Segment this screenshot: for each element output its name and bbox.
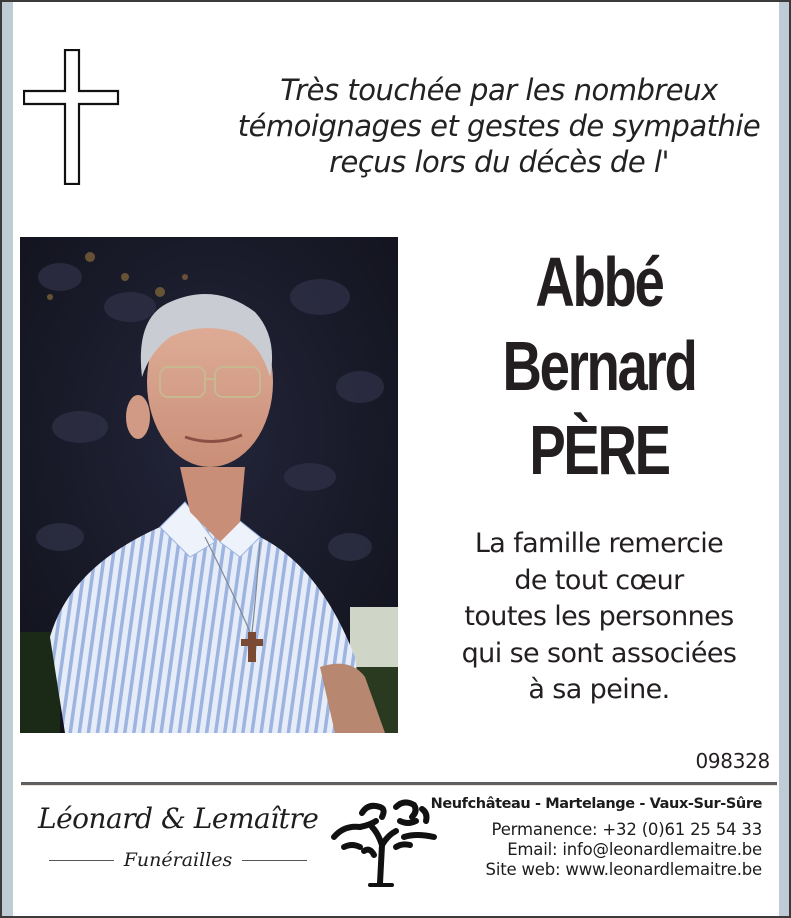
- intro-line: Très touchée par les nombreux: [280, 73, 718, 107]
- thanks-line: à sa peine.: [528, 674, 670, 705]
- thanks-text: [422, 526, 776, 709]
- brand-dash-right: [242, 860, 307, 861]
- contact-block: [431, 795, 762, 880]
- brand-subtitle-row: [49, 845, 307, 875]
- left-border-strip: [2, 2, 13, 916]
- portrait-illustration: [20, 237, 398, 733]
- intro-text: [188, 72, 791, 180]
- deceased-name: [422, 240, 776, 492]
- email-address[interactable]: Email: info@leonardlemaitre.be: [507, 840, 762, 859]
- phone-number: Permanence: +32 (0)61 25 54 33: [491, 820, 762, 839]
- brand-subtitle: Funérailles: [123, 849, 233, 871]
- reference-number: 098328: [695, 749, 770, 773]
- name-title: Abbé: [535, 243, 663, 321]
- portrait-photo: [20, 237, 398, 733]
- thanks-line: qui se sont associées: [461, 637, 737, 669]
- thanks-line: toutes les personnes: [464, 601, 734, 632]
- name-first: Bernard: [502, 327, 696, 405]
- brand-dash-left: [49, 860, 114, 861]
- contact-info: [431, 820, 762, 880]
- intro-line: témoignages et gestes de sympathie: [237, 109, 761, 143]
- tree-logo-icon: [330, 795, 438, 887]
- name-last: PÈRE: [529, 411, 669, 489]
- website-link[interactable]: Site web: www.leonardlemaitre.be: [485, 860, 762, 879]
- latin-cross-outline-icon: [23, 49, 120, 185]
- brand-name: Léonard & Lemaître: [38, 802, 319, 835]
- footer-divider-shadow: [21, 785, 777, 786]
- thanks-line: de tout cœur: [514, 564, 684, 596]
- thanks-line: La famille remercie: [474, 528, 724, 559]
- intro-line: reçus lors du décès de l': [329, 145, 669, 179]
- locations: Neufchâteau - Martelange - Vaux-Sur-Sûre: [430, 796, 762, 812]
